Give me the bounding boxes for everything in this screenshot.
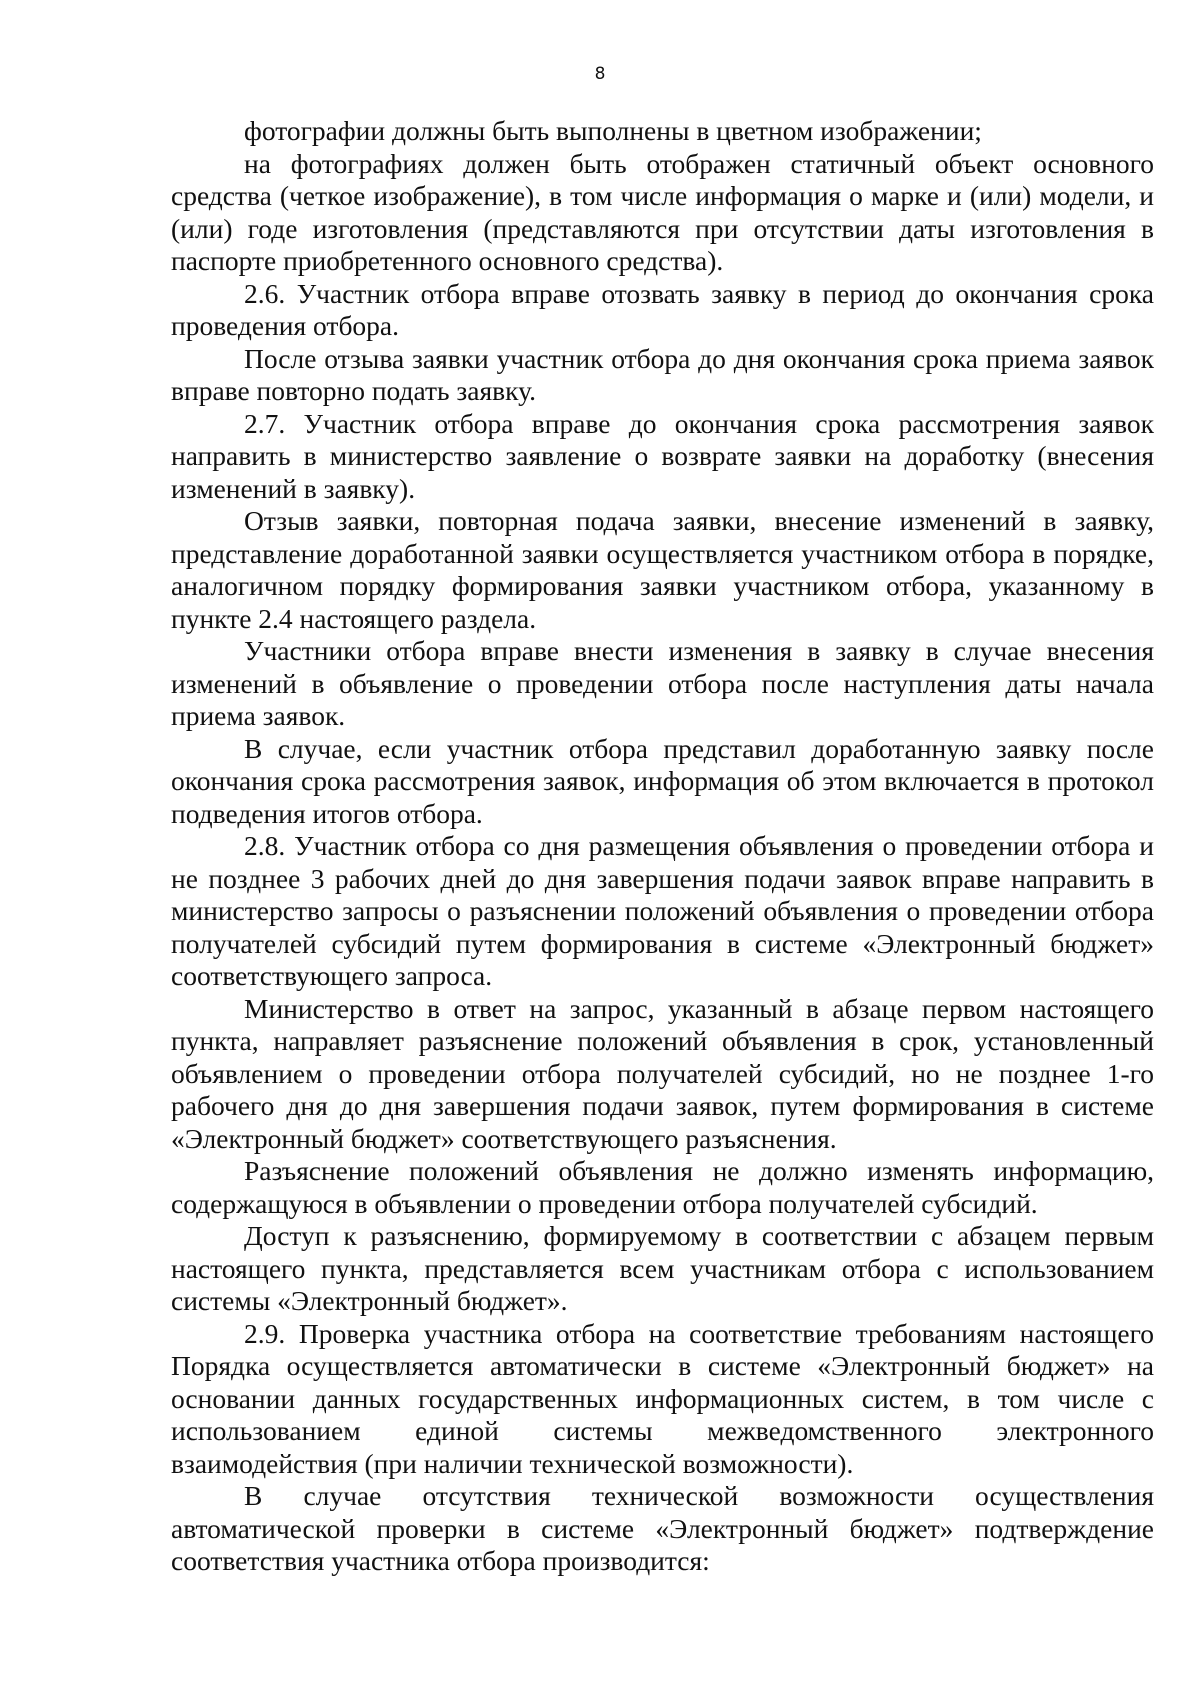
paragraph: на фотографиях должен быть отображен статичный объект основного средства (четкое изображение), в том числе информация о марке и (или) модели, и (или) годе изготовления (представляются при отсутствии даты изготовления в паспорте приобретенного основного средства). (171, 147, 1154, 276)
paragraph: В случае, если участник отбора представил доработанную заявку после окончания срока рассмотрения заявок, информация об этом включается в протокол подведения итогов отбора. (171, 732, 1154, 829)
paragraph: В случае отсутствия технической возможности осуществления автоматической проверки в системе «Электронный бюджет» подтверждение соответствия участника отбора производится: (171, 1480, 1154, 1576)
document-body (171, 115, 1154, 1578)
paragraph: фотографии должны быть выполнены в цветном изображении; (244, 115, 982, 146)
paragraph: Министерство в ответ на запрос, указанный в абзаце первом настоящего пункта, направляет разъяснение положений объявления в срок, установленный объявлением о проведении отбора получателей субсидий, но не позднее 1-го рабочего дня до дня завершения подачи заявок, путем формирования в системе «Электронный бюджет» соответствующего разъяснения. (171, 992, 1154, 1154)
paragraph: 2.8. Участник отбора со дня размещения объявления о проведении отбора и не позднее 3 рабочих дней до дня завершения подачи заявок вправе направить в министерство запросы о разъяснении положений объявления о проведении отбора получателей субсидий путем формирования в системе «Электронный бюджет» соответствующего запроса. (171, 830, 1154, 991)
paragraph: 2.6. Участник отбора вправе отозвать заявку в период до окончания срока проведения отбора. (171, 277, 1154, 341)
page-number: 8 (594, 64, 606, 84)
paragraph: 2.7. Участник отбора вправе до окончания срока рассмотрения заявок направить в министерство заявление о возврате заявки на доработку (внесения изменений в заявку). (171, 407, 1154, 504)
paragraph: Разъяснение положений объявления не должно изменять информацию, содержащуюся в объявлении о проведении отбора получателей субсидий. (171, 1155, 1154, 1219)
paragraph: 2.9. Проверка участника отбора на соответствие требованиям настоящего Порядка осуществляется автоматически в системе «Электронный бюджет» на основании данных государственных информационных систем, в том числе с использованием единой системы межведомственного электронного взаимодействия (при наличии технической возможности). (171, 1317, 1154, 1479)
paragraph: Отзыв заявки, повторная подача заявки, внесение изменений в заявку, представление доработанной заявки осуществляется участником отбора в порядке, аналогичном порядку формирования заявки участником отбора, указанному в пункте 2.4 настоящего раздела. (171, 505, 1154, 634)
paragraph: Участники отбора вправе внести изменения в заявку в случае внесения изменений в объявление о проведении отбора после наступления даты начала приема заявок. (171, 635, 1154, 731)
paragraph: После отзыва заявки участник отбора до дня окончания срока приема заявок вправе повторно подать заявку. (171, 342, 1154, 406)
paragraph: Доступ к разъяснению, формируемому в соответствии с абзацем первым настоящего пункта, представляется всем участникам отбора с использованием системы «Электронный бюджет». (171, 1220, 1154, 1316)
